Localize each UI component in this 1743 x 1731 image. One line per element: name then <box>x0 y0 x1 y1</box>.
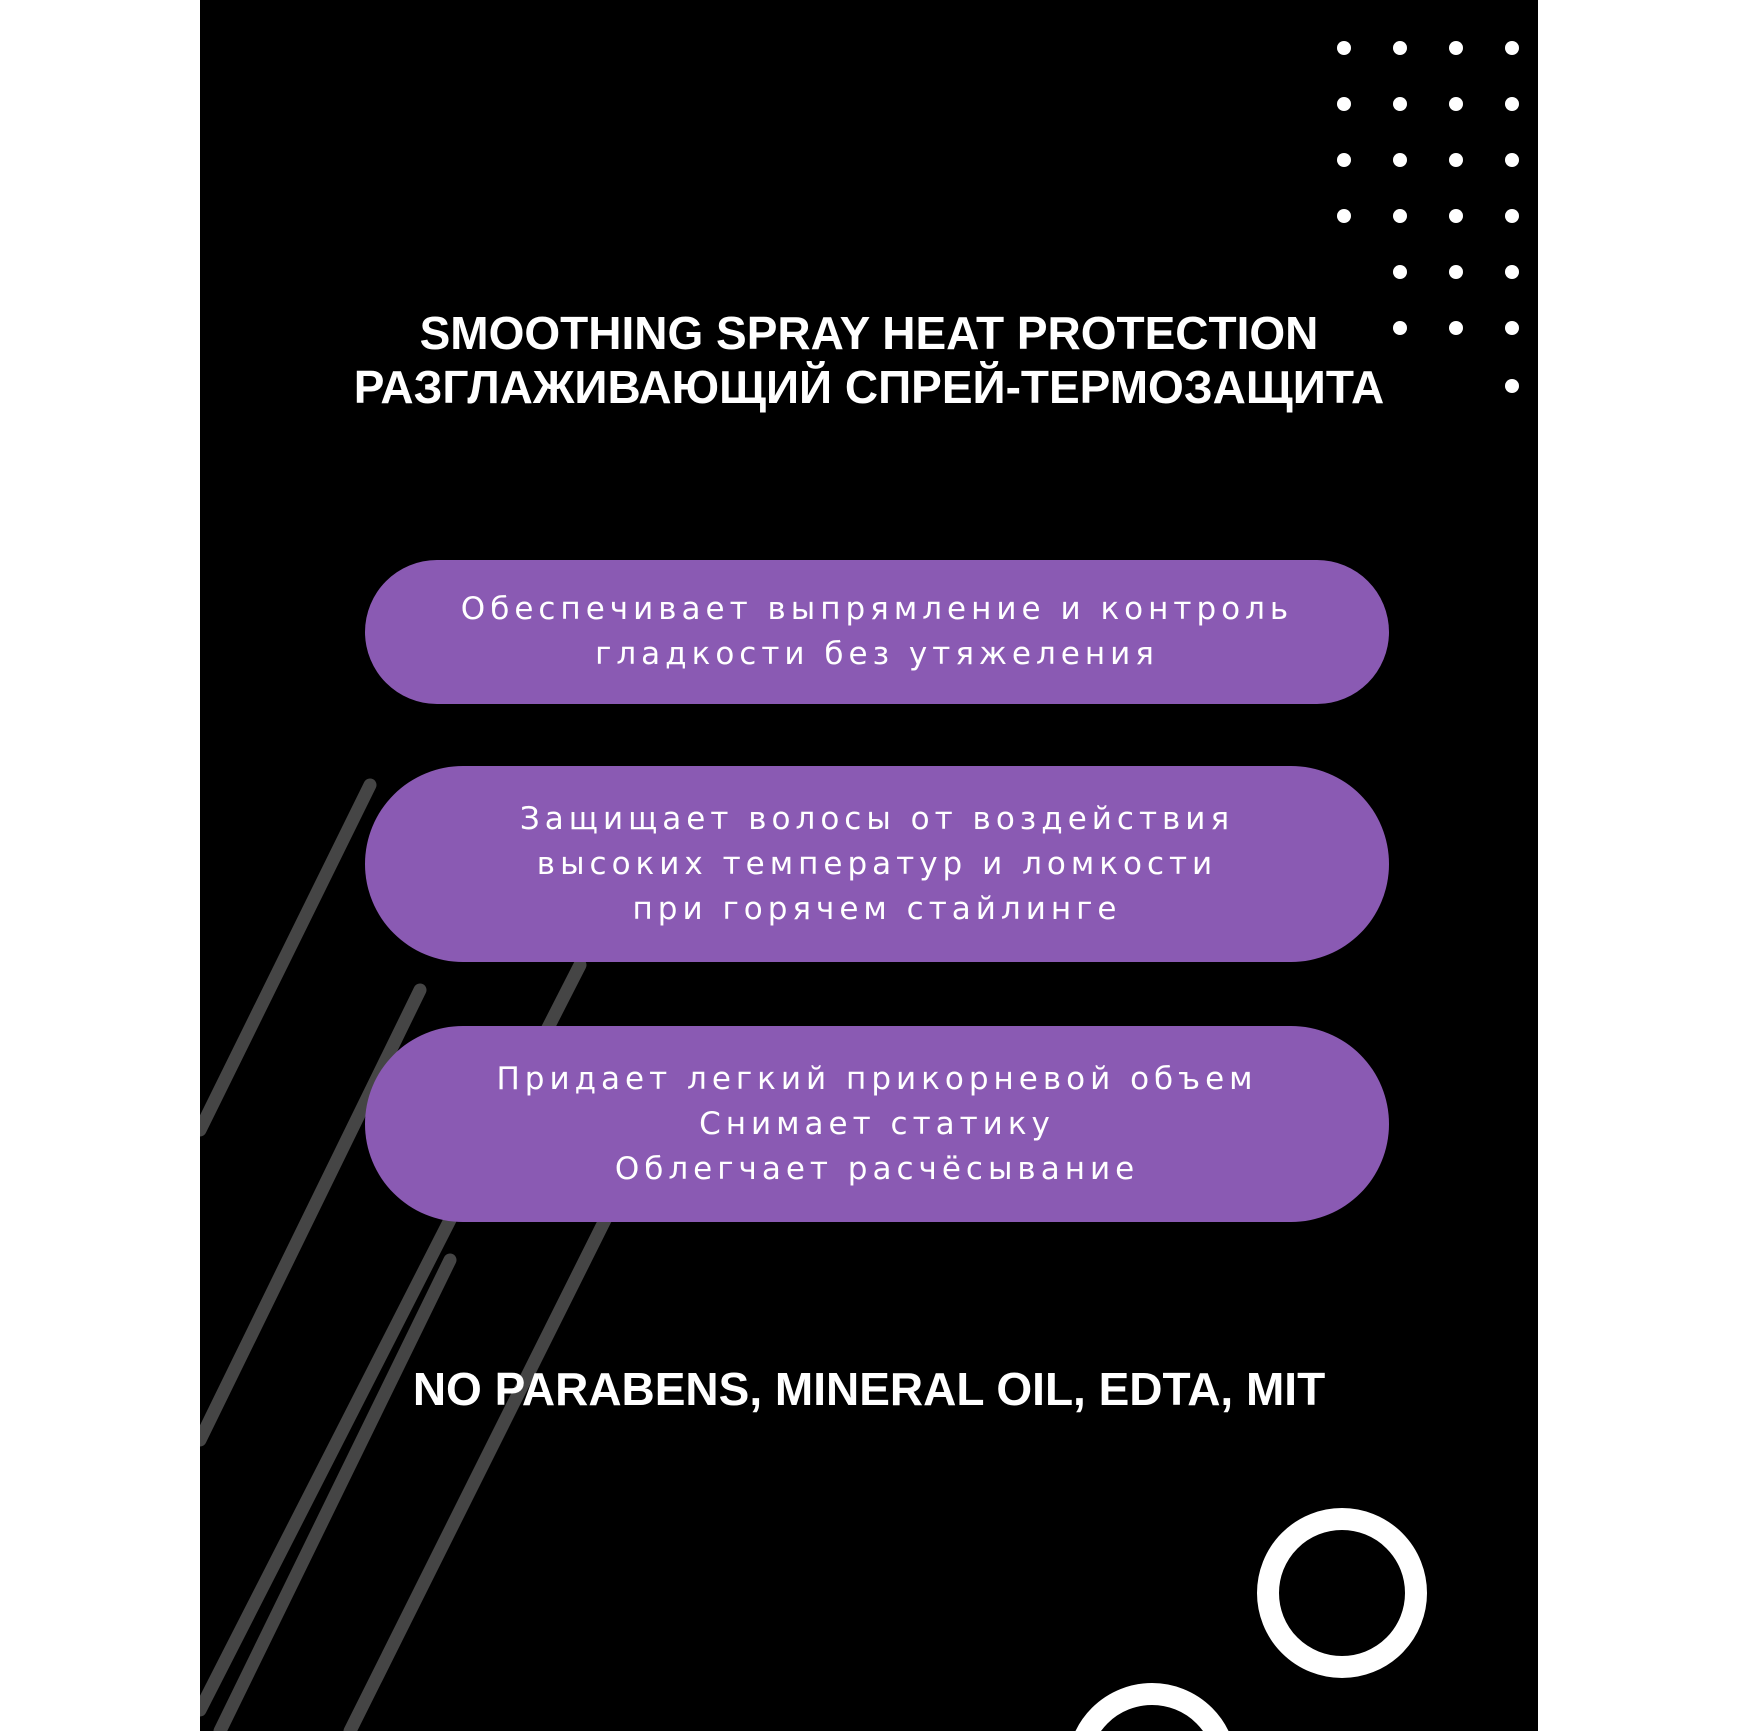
benefit-text: гладкости без утяжеления <box>595 636 1159 672</box>
benefit-text: Облегчает расчёсывание <box>614 1150 1140 1187</box>
dot <box>1393 265 1407 279</box>
dot <box>1449 41 1463 55</box>
benefit-text: Обеспечивает выпрямление и контроль <box>460 591 1294 627</box>
dot <box>1337 153 1351 167</box>
free-from-claim: NO PARABENS, MINERAL OIL, EDTA, MIT <box>412 1363 1326 1415</box>
product-info-panel <box>200 0 1538 1731</box>
benefit-text: при горячем стайлинге <box>632 890 1122 927</box>
benefit-pill <box>365 560 1389 704</box>
dot <box>1393 41 1407 55</box>
dot <box>1505 41 1519 55</box>
stripe <box>200 785 370 1130</box>
dot <box>1505 153 1519 167</box>
dot <box>1337 209 1351 223</box>
dot <box>1449 265 1463 279</box>
product-title-ru: РАЗГЛАЖИВАЮЩИЙ СПРЕЙ-ТЕРМОЗАЩИТА <box>353 361 1385 413</box>
dot <box>1393 97 1407 111</box>
stripe <box>350 1210 610 1731</box>
dot <box>1449 209 1463 223</box>
benefit-text: Снимает статику <box>699 1105 1055 1142</box>
benefit-text: Защищает волосы от воздействия <box>519 800 1235 837</box>
dot <box>1449 153 1463 167</box>
dot <box>1393 153 1407 167</box>
ring-outline <box>1268 1519 1416 1667</box>
dot <box>1393 209 1407 223</box>
dot <box>1337 97 1351 111</box>
dot <box>1337 41 1351 55</box>
product-title-en: SMOOTHING SPRAY HEAT PROTECTION <box>419 307 1319 359</box>
ring-outline-bottom <box>1078 1694 1226 1731</box>
dot <box>1505 265 1519 279</box>
dot <box>1505 209 1519 223</box>
benefit-pill <box>365 1026 1389 1222</box>
dot <box>1505 97 1519 111</box>
dot <box>1449 97 1463 111</box>
benefit-pill <box>365 766 1389 962</box>
benefit-text: высоких температур и ломкости <box>536 845 1218 882</box>
benefit-text: Придает легкий прикорневой объем <box>496 1060 1258 1097</box>
